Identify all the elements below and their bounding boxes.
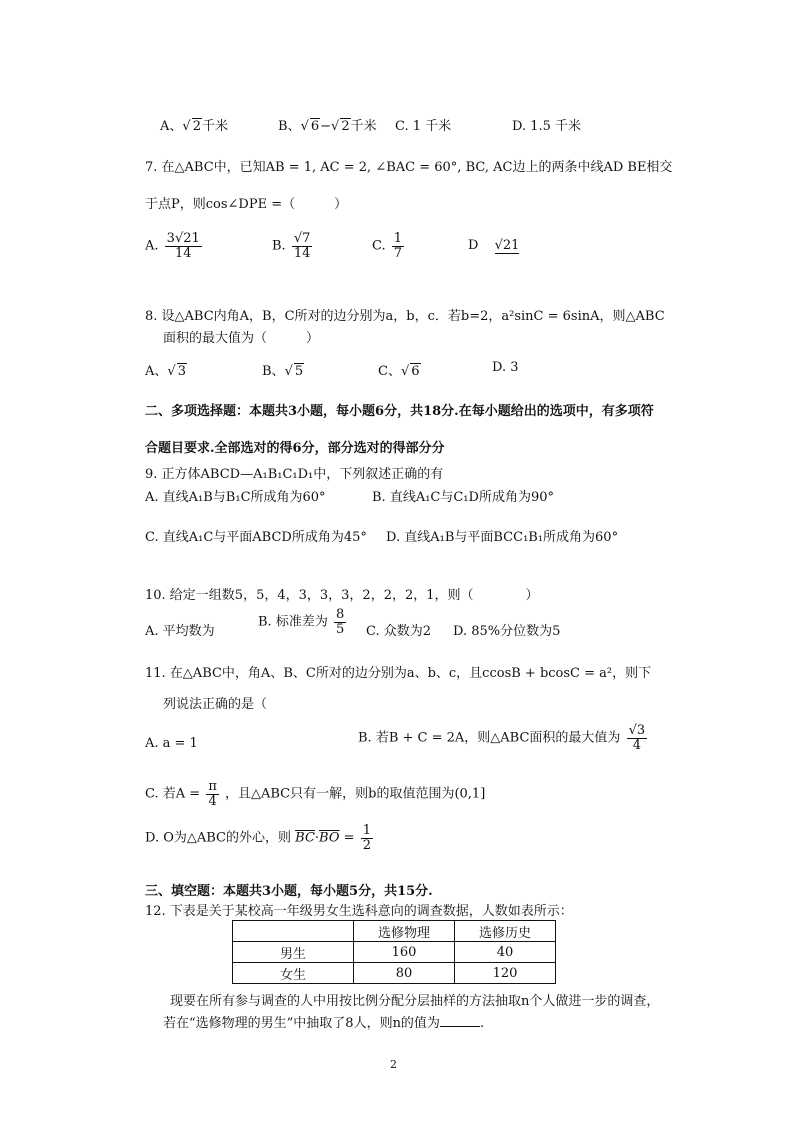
q11-option-d-denominator: 2 <box>362 837 371 853</box>
q11-option-d-numerator: 1 <box>362 823 371 838</box>
q7-option-b-label: B. <box>272 238 286 254</box>
q11-option-c <box>145 780 485 808</box>
q8-option-c: C、√ 6 <box>378 364 420 379</box>
q11-option-d-fraction <box>361 824 373 852</box>
q7-stem-line2: 于点P，则cos∠DPE =（ ） <box>145 197 348 212</box>
q8-option-c-label: C、 <box>378 364 401 379</box>
table-row <box>233 942 556 963</box>
q11-option-d <box>145 824 375 852</box>
q6-option-a-radicand: 2 <box>192 119 201 134</box>
section2-heading-line1: 二、多项选择题：本题共3小题，每小题6分，共18分.在每小题给出的选项中，有多项符 <box>145 404 654 419</box>
q7-option-a-label: A. <box>145 238 159 254</box>
q11-option-d-vector-bc: $\overline{BC}$ <box>295 830 315 846</box>
q11-option-c-fraction <box>206 780 219 808</box>
table-header-row <box>233 921 556 942</box>
q11-option-b-text: B. 若B + C = 2A，则△ABC面积的最大值为 <box>358 730 621 746</box>
answer-blank <box>440 1014 480 1027</box>
q7-option-a <box>145 232 204 260</box>
table-header-cell: 选修历史 <box>455 921 556 942</box>
q8-stem-line2: 面积的最大值为（ ） <box>163 331 320 346</box>
q7-option-b <box>272 232 314 260</box>
q10-option-c: C. 众数为2 <box>366 624 432 639</box>
q6-option-b-minus: − <box>320 119 332 134</box>
q9-option-c: C. 直线A₁C与平面ABCD所成角为45° <box>145 530 367 545</box>
q8-option-a-radicand: 3 <box>177 364 186 379</box>
q11-option-b <box>358 724 649 752</box>
table-cell: 160 <box>354 942 455 963</box>
q12-line3-period: . <box>479 1016 485 1031</box>
q6-option-b-unit: 千米 <box>350 119 377 134</box>
q6-option-d: D. 1.5 千米 <box>512 119 582 134</box>
q6-option-c: C. 1 千米 <box>395 119 452 134</box>
q8-option-b-label: B、 <box>262 364 285 379</box>
q6-option-a: A、√ 2千米 <box>160 119 228 134</box>
section2-heading-line2: 合题目要求.全部选对的得6分，部分选对的得部分分 <box>145 441 445 456</box>
q10-option-a: A. 平均数为 <box>145 624 215 639</box>
q6-option-b-label: B、 <box>278 119 301 134</box>
q12-stem: 12. 下表是关于某校高一年级男女生选科意向的调查数据，人数如表所示： <box>145 904 573 919</box>
page-number: 2 <box>390 1058 397 1071</box>
q7-stem-line1: 7. 在△ABC中，已知AB = 1, AC = 2, ∠BAC = 60°, BC, AC边上的两条中线AD BE相交 <box>145 160 673 175</box>
q7-option-d <box>468 238 519 253</box>
table-cell: 男生 <box>233 942 354 963</box>
table-cell: 女生 <box>233 963 354 984</box>
q7-option-b-numerator: √7 <box>293 231 311 246</box>
q7-option-b-denominator: 14 <box>293 245 311 261</box>
q11-option-d-dot: · <box>314 830 320 846</box>
table-header-cell <box>233 921 354 942</box>
q7-option-c-denominator: 7 <box>393 245 403 261</box>
q12-line3-text: 若在“选修物理的男生”中抽取了8人，则n的值为 <box>163 1016 440 1031</box>
q11-stem-line1: 11. 在△ABC中，角A、B、C所对的边分别为a、b、c，且ccosB + bcosC = a²，则下 <box>145 666 652 681</box>
section3-heading: 三、填空题：本题共3小题，每小题5分，共15分. <box>145 884 433 899</box>
table-cell: 40 <box>455 942 556 963</box>
q10-option-d: D. 85%分位数为5 <box>453 624 561 639</box>
q9-stem: 9. 正方体ABCD—A₁B₁C₁D₁中，下列叙述正确的有 <box>145 467 444 482</box>
table-header-cell: 选修物理 <box>354 921 455 942</box>
q11-option-c-prefix: C. 若A = <box>145 786 201 802</box>
q6-option-b-radicand-1: 6 <box>310 119 320 134</box>
q11-option-b-denominator: 4 <box>632 737 641 753</box>
q8-option-b-radicand: 5 <box>294 364 304 379</box>
q8-option-b: B、√ 5 <box>262 364 304 379</box>
q7-option-a-fraction <box>165 232 202 260</box>
q11-option-d-prefix: D. O为△ABC的外心，则 <box>145 830 292 846</box>
q6-option-a-unit: 千米 <box>201 119 228 134</box>
q8-option-a-label: A、 <box>145 364 168 379</box>
q11-option-b-fraction <box>627 724 648 752</box>
q11-option-c-denominator: 4 <box>208 793 217 809</box>
q11-option-b-numerator: √3 <box>628 723 646 738</box>
q9-option-a: A. 直线A₁B与B₁C所成角为60° <box>145 490 326 505</box>
q7-option-a-denominator: 14 <box>174 245 192 261</box>
survey-table <box>232 920 556 984</box>
q10-option-b-fraction <box>334 608 346 636</box>
q7-option-a-numerator: 3√21 <box>166 231 200 246</box>
q10-option-b-numerator: 8 <box>335 607 345 622</box>
q8-option-a: A、√ 3 <box>145 364 186 379</box>
q7-option-c <box>372 232 406 260</box>
q6-option-b: B、√ 6−√ 2千米 <box>278 119 377 134</box>
q10-option-b-label: B. 标准差为 <box>258 614 328 630</box>
q10-option-b <box>258 608 348 636</box>
q11-option-d-vector-bo: $\overline{BO}$ <box>319 830 340 846</box>
q6-option-b-radicand-2: 2 <box>341 119 350 134</box>
q11-option-c-numerator: π <box>208 779 217 794</box>
q10-option-b-denominator: 5 <box>335 621 345 637</box>
table-cell: 80 <box>354 963 455 984</box>
q7-option-d-label: D <box>468 238 479 253</box>
q8-option-c-radicand: 6 <box>411 364 420 379</box>
q8-stem-line1: 8. 设△ABC内角A，B，C所对的边分别为a，b，c．若b=2，a²sinC = 6sinA，则△ABC <box>145 309 665 324</box>
q9-option-b: B. 直线A₁C与C₁D所成角为90° <box>372 490 554 505</box>
q7-option-c-fraction <box>392 232 404 260</box>
table-row <box>233 963 556 984</box>
q7-option-c-label: C. <box>372 238 386 254</box>
q12-line2: 现要在所有参与调查的人中用按比例分配分层抽样的方法抽取n个人做进一步的调查， <box>170 994 660 1009</box>
q8-option-d: D. 3 <box>492 360 519 375</box>
q7-option-b-fraction <box>292 232 313 260</box>
q7-option-c-numerator: 1 <box>393 231 403 246</box>
q7-option-d-value: √21 <box>494 238 520 253</box>
q11-stem-line2: 列说法正确的是（ <box>163 697 268 712</box>
q6-option-a-label: A、 <box>160 119 183 134</box>
table-cell: 120 <box>455 963 556 984</box>
q11-option-c-suffix: ，且△ABC只有一解，则b的取值范围为(0,1] <box>225 786 486 802</box>
q10-stem: 10. 给定一组数5，5，4，3，3，3，2，2，2，1，则（ ） <box>145 588 539 603</box>
q12-line3 <box>163 1012 484 1031</box>
q9-option-d: D. 直线A₁B与平面BCC₁B₁所成角为60° <box>386 530 619 545</box>
q11-option-d-equals: = <box>343 830 355 846</box>
q11-option-a: A. a = 1 <box>145 736 198 751</box>
